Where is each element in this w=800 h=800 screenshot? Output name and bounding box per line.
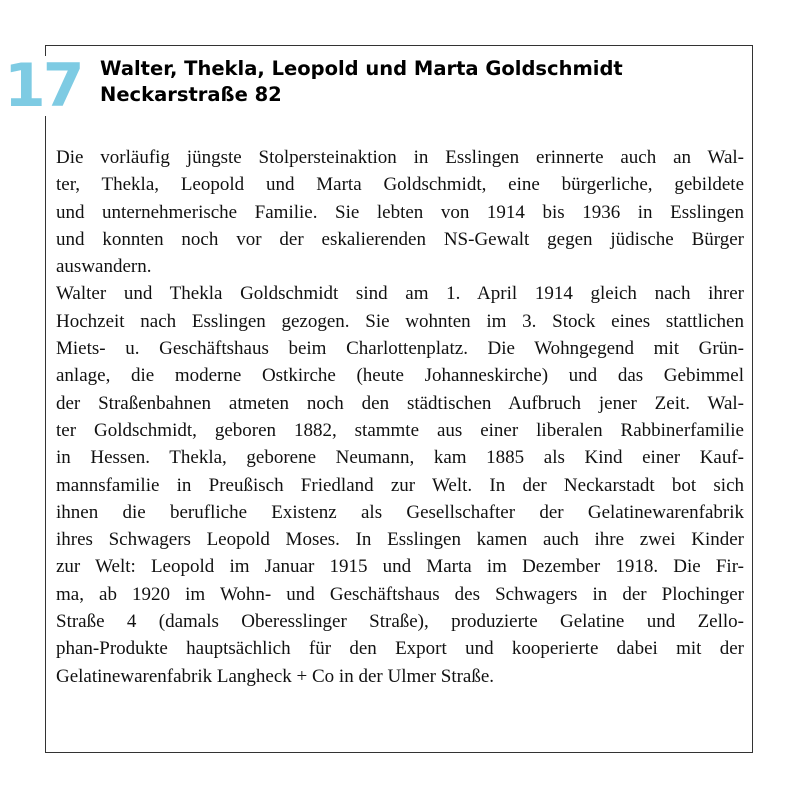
- title-names: Walter, Thekla, Leopold und Marta Goldschmidt: [100, 57, 623, 80]
- body-line: der Straßenbahnen atmeten noch den städtischen Aufbruch jener Zeit. Wal-: [56, 392, 744, 414]
- body-line: Walter und Thekla Goldschmidt sind am 1. April 1914 gleich nach ihrer: [56, 283, 744, 305]
- body-line: mannsfamilie in Preußisch Friedland zur Welt. In der Neckarstadt bot sich: [56, 474, 744, 496]
- title-address: Neckarstraße 82: [100, 83, 282, 106]
- body-line: Gelatinewarenfabrik Langheck + Co in der Ulmer Straße.: [56, 665, 495, 687]
- body-line: ihres Schwagers Leopold Moses. In Esslingen kamen auch ihre zwei Kinder: [56, 529, 744, 551]
- article-body: [56, 144, 744, 690]
- body-line: ma, ab 1920 im Wohn- und Geschäftshaus des Schwagers in der Plochinger: [56, 583, 744, 605]
- body-line: Hochzeit nach Esslingen gezogen. Sie wohnten im 3. Stock eines stattlichen: [56, 310, 744, 332]
- body-line: in Hessen. Thekla, geborene Neumann, kam 1885 als Kind einer Kauf-: [56, 447, 744, 469]
- entry-number: 17: [4, 56, 85, 116]
- body-line: phan-Produkte hauptsächlich für den Export und kooperierte dabei mit der: [56, 638, 744, 660]
- body-line: Die vorläufig jüngste Stolpersteinaktion in Esslingen erinnerte auch an Wal-: [56, 147, 744, 168]
- body-line: ihnen die berufliche Existenz als Gesellschafter der Gelatinewarenfabrik: [56, 501, 744, 523]
- body-line: Straße 4 (damals Oberesslinger Straße), produzierte Gelatine und Zello-: [56, 611, 744, 633]
- body-line: ter, Thekla, Leopold und Marta Goldschmidt, eine bürgerliche, gebildete: [56, 174, 744, 196]
- body-line: und konnten noch vor der eskalierenden NS-Gewalt gegen jüdische Bürger: [56, 228, 744, 250]
- entry-title: [100, 56, 623, 108]
- body-line: anlage, die moderne Ostkirche (heute Johanneskirche) und das Gebimmel: [56, 365, 744, 387]
- body-line: ter Goldschmidt, geboren 1882, stammte aus einer liberalen Rabbinerfamilie: [56, 419, 744, 441]
- body-line: zur Welt: Leopold im Januar 1915 und Marta im Dezember 1918. Die Fir-: [56, 556, 744, 578]
- body-line: und unternehmerische Familie. Sie lebten von 1914 bis 1936 in Esslingen: [56, 201, 744, 223]
- body-line: Miets- u. Geschäftshaus beim Charlottenplatz. Die Wohngegend mit Grün-: [56, 338, 744, 360]
- body-line: auswandern.: [56, 256, 152, 278]
